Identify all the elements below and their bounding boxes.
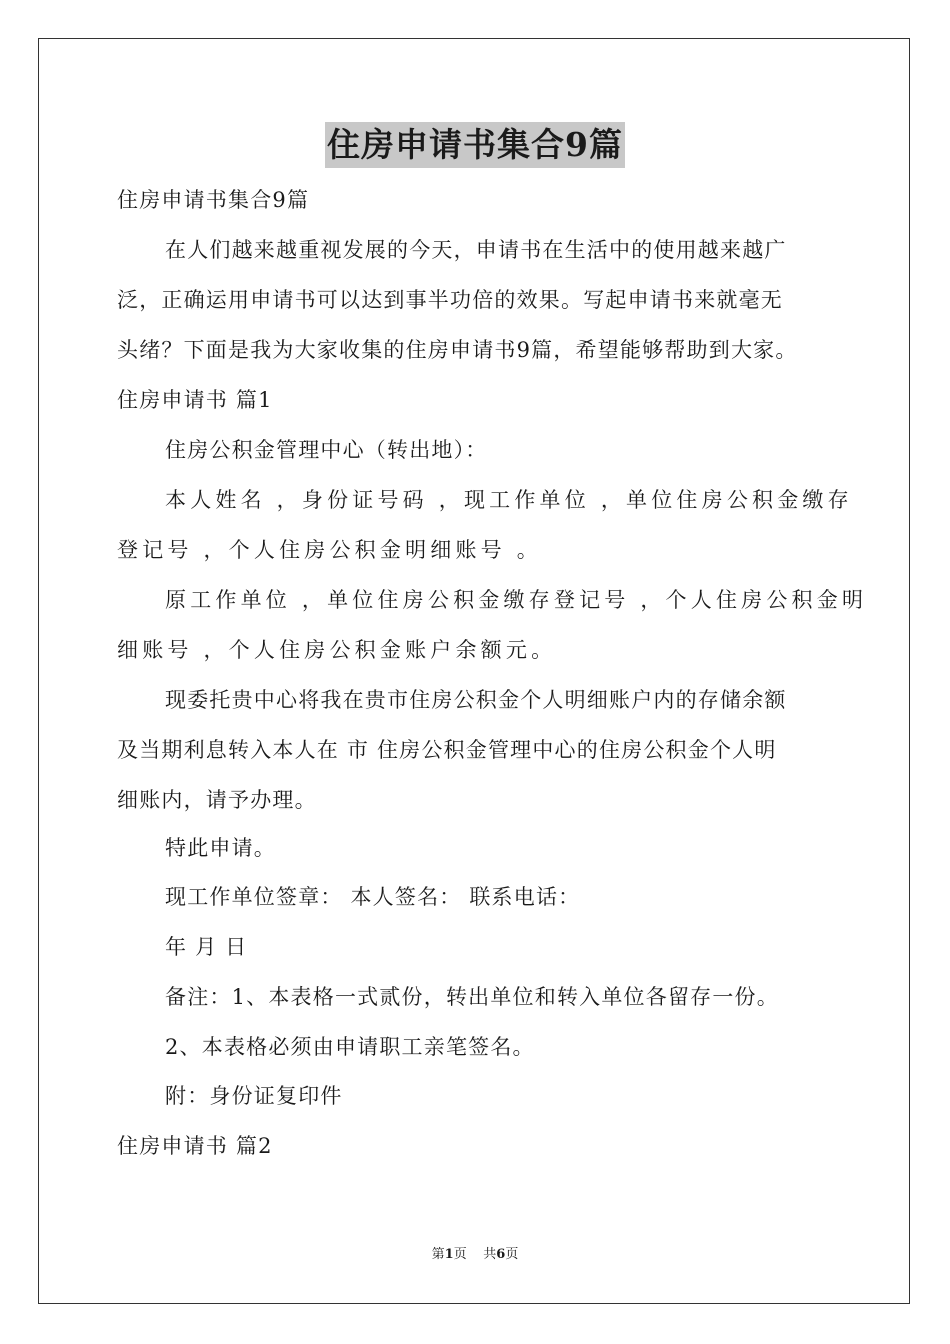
total-suffix: 页 — [505, 1247, 519, 1262]
title-container — [0, 122, 950, 168]
note-line: 2、本表格必须由申请职工亲笔签名。 — [165, 1035, 535, 1059]
page-suffix: 页 — [453, 1247, 467, 1262]
paragraph-line: 细账号 ，个人住房公积金账户余额元。 — [117, 638, 557, 662]
date-line: 年 月 日 — [165, 935, 248, 959]
paragraph-line: 原工作单位 ，单位住房公积金缴存登记号 ，个人住房公积金明 — [165, 588, 868, 612]
paragraph-line: 特此申请。 — [165, 836, 276, 860]
paragraph-line: 登记号 ，个人住房公积金明细账号 。 — [117, 538, 542, 562]
note-line: 备注：1、本表格一式贰份，转出单位和转入单位各留存一份。 — [165, 985, 779, 1009]
paragraph-line: 现委托贵中心将我在贵市住房公积金个人明细账户内的存储余额 — [165, 688, 787, 712]
paragraph-line: 及当期利息转入本人在 市 住房公积金管理中心的住房公积金个人明 — [117, 738, 777, 762]
section-heading: 住房申请书 篇2 — [117, 1134, 273, 1158]
paragraph-line: 在人们越来越重视发展的今天，申请书在生活中的使用越来越广 — [165, 238, 787, 262]
section-heading: 住房申请书 篇1 — [117, 388, 273, 412]
subtitle-line: 住房申请书集合9篇 — [117, 188, 310, 212]
page-border — [38, 38, 910, 1304]
signature-line: 现工作单位签章： 本人签名： 联系电话： — [165, 885, 581, 909]
page-number: 1 — [444, 1247, 454, 1262]
page-footer — [0, 1246, 950, 1264]
paragraph-line: 头绪？下面是我为大家收集的住房申请书9篇，希望能够帮助到大家。 — [117, 338, 798, 362]
attachment-line: 附：身份证复印件 — [165, 1084, 343, 1108]
paragraph-line: 细账内，请予办理。 — [117, 788, 317, 812]
paragraph-line: 本人姓名 ，身份证号码 ，现工作单位 ，单位住房公积金缴存 — [165, 488, 853, 512]
paragraph-line: 泛，正确运用申请书可以达到事半功倍的效果。写起申请书来就毫无 — [117, 288, 783, 312]
total-pages: 6 — [496, 1247, 506, 1262]
total-prefix: 共 — [483, 1247, 497, 1262]
page-prefix: 第 — [431, 1247, 445, 1262]
paragraph-line: 住房公积金管理中心（转出地）： — [165, 438, 488, 462]
document-title: 住房申请书集合9篇 — [325, 122, 625, 168]
